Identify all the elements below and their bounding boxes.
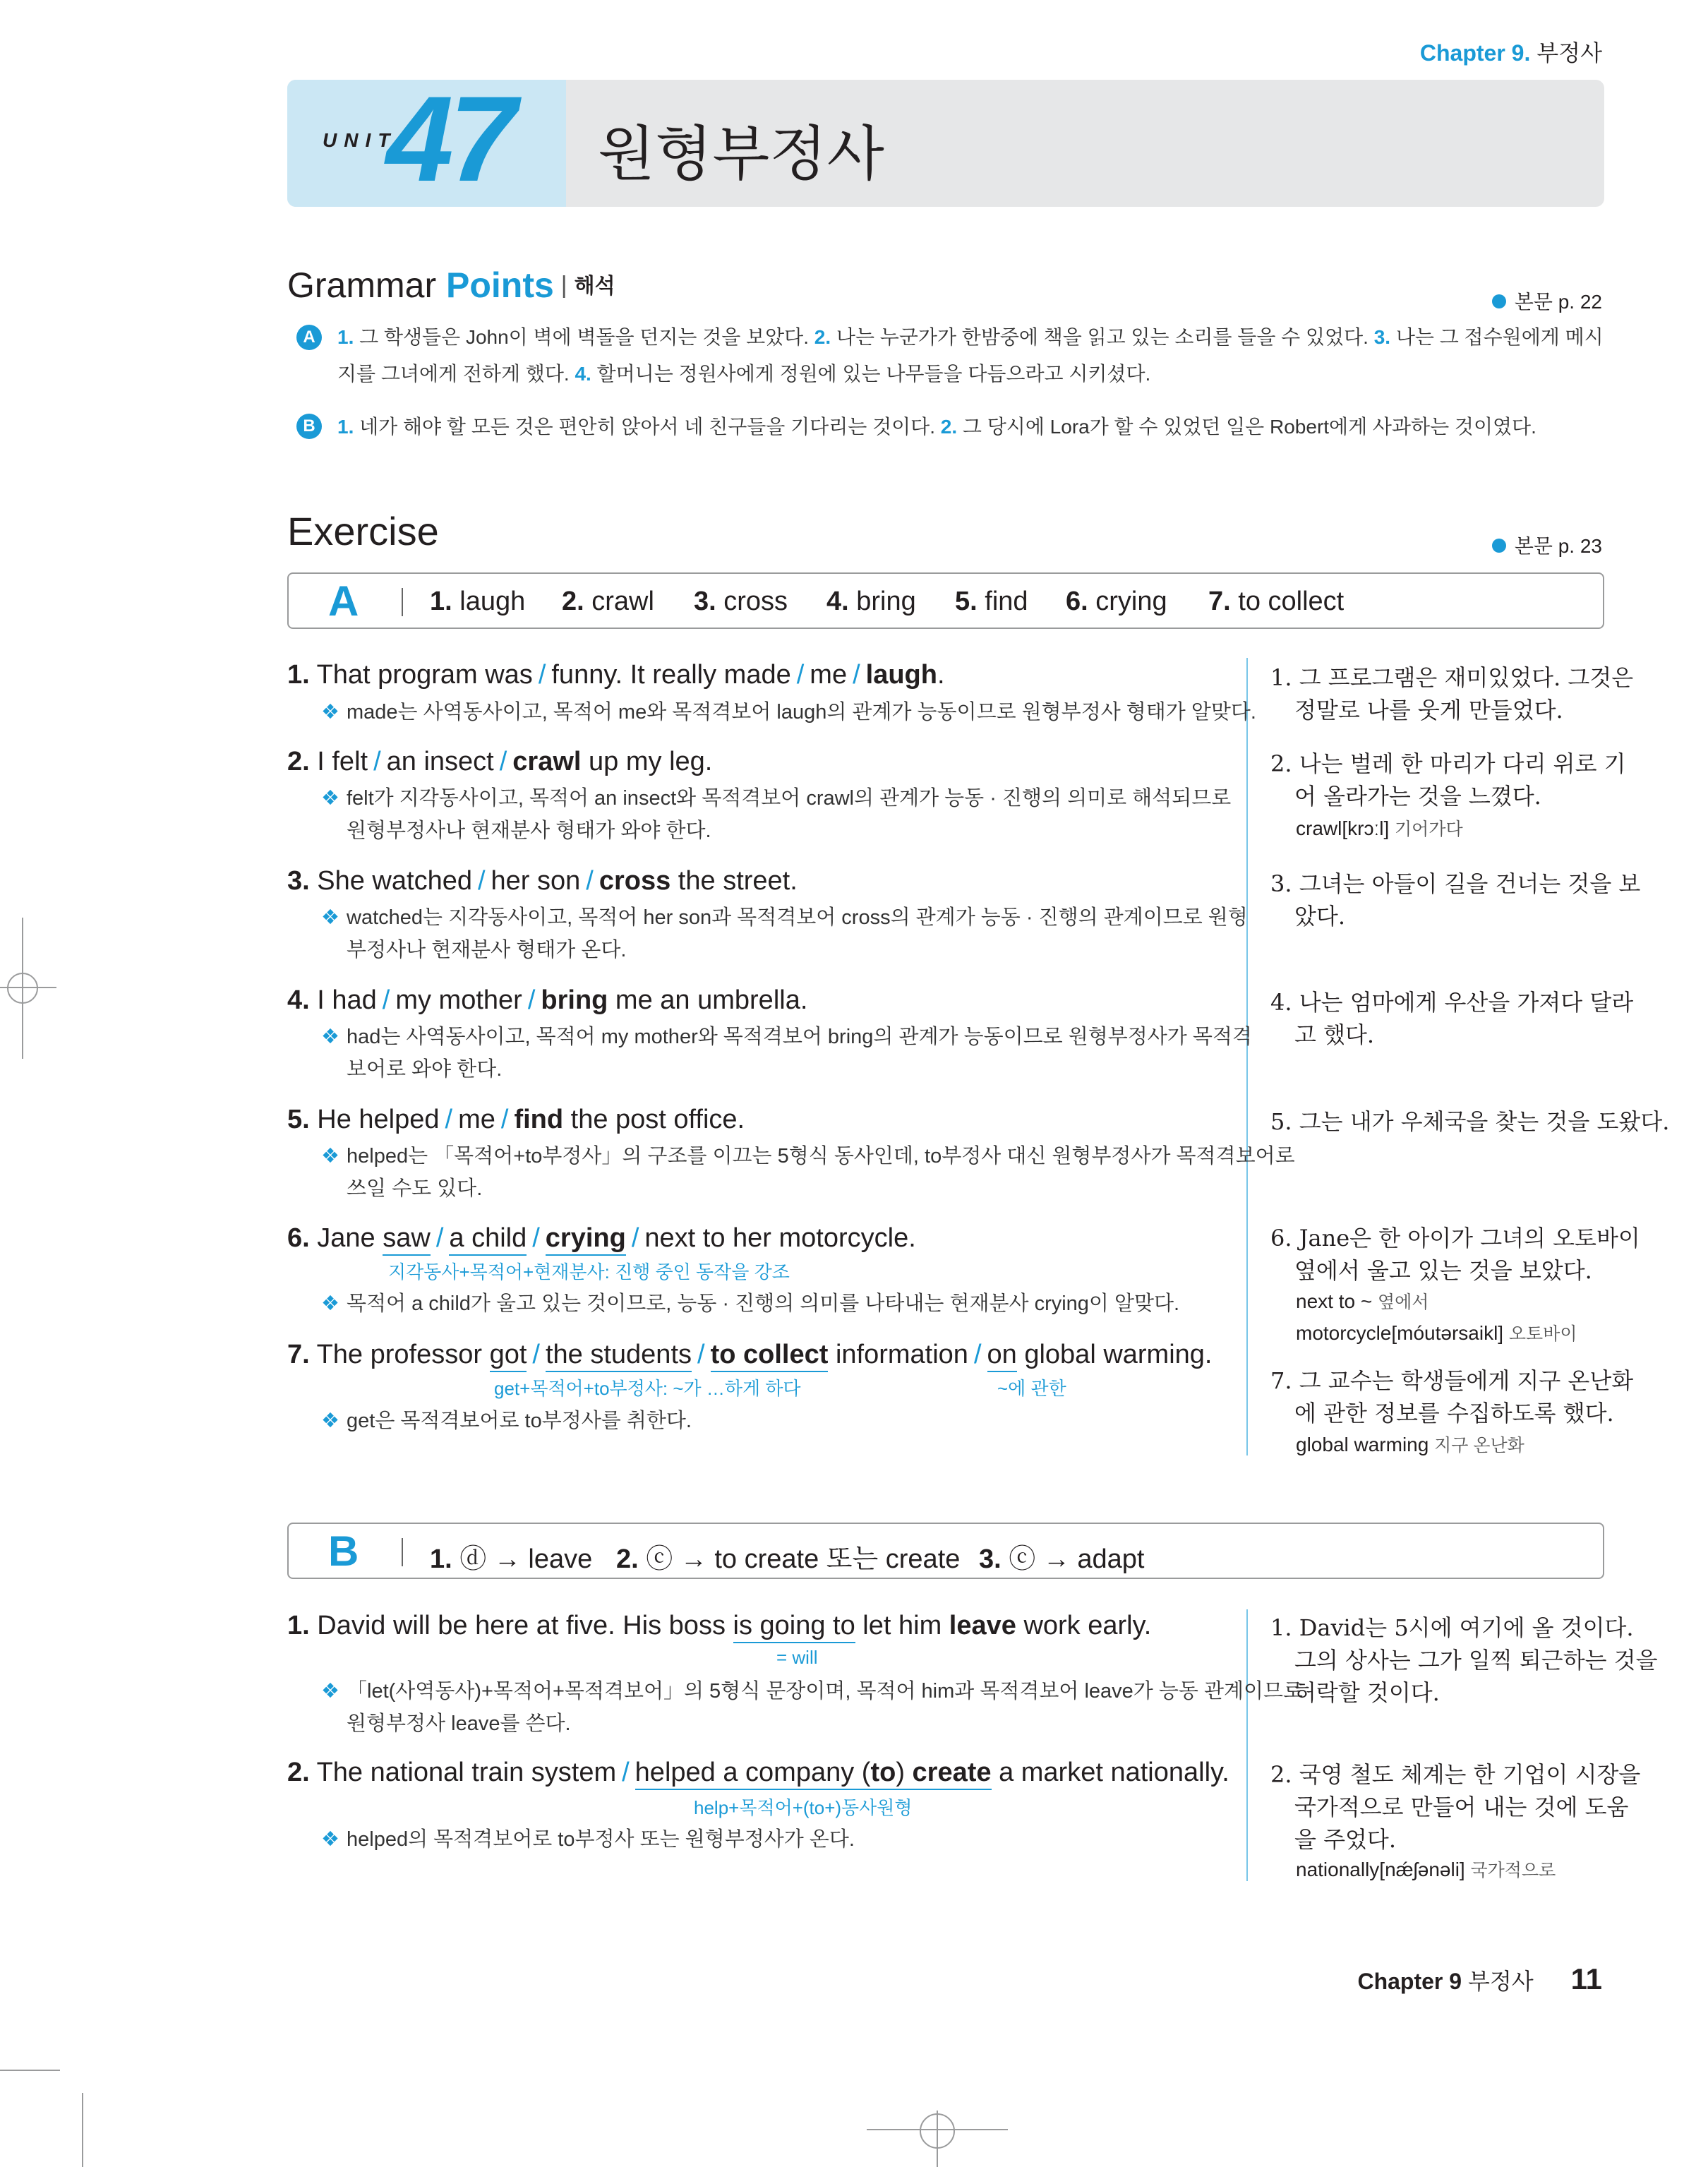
grammar-note-6: 지각동사+목적어+현재분사: 진행 중인 동작을 강조 bbox=[388, 1261, 790, 1283]
item-num: 2. bbox=[814, 326, 831, 348]
item-text: 지를 그녀에게 전하게 했다. bbox=[337, 363, 575, 385]
explanation-2: ❖ felt가 지각동사이고, 목적어 an insect와 목적격보어 crawl의 관계가 능동 · 진행의 의미로 해석되므로 원형부정사나 현재분사 형태가 와야 한다. bbox=[321, 787, 1232, 842]
unit-number: 47 bbox=[386, 80, 513, 207]
section-b-badge: B bbox=[296, 414, 322, 439]
diamond-icon: ❖ bbox=[321, 1680, 339, 1703]
grammar-page-ref bbox=[1492, 287, 1602, 315]
explanation-b2: ❖ helped의 목적격보어로 to부정사 또는 원형부정사가 온다. bbox=[321, 1828, 855, 1851]
question-4: 4. I had / my mother / bring me an umbrella. bbox=[287, 985, 808, 1015]
answer-box-letter: B bbox=[328, 1527, 359, 1575]
vocab-6: next to ~ 옆에서 motorcycle[móutərsaikl] 오토바이 bbox=[1296, 1290, 1577, 1344]
translation-b2: 2. 국영 철도 체계는 한 기업이 시장을 국가적으로 만들어 내는 것에 도움 을 주었다. bbox=[1270, 1761, 1641, 1853]
points-title: Points bbox=[446, 265, 554, 305]
answer-box-b bbox=[287, 1523, 1604, 1579]
crop-mark bbox=[0, 2070, 60, 2071]
question-b2: 2. The national train system / helped a company (to) create a market nationally. bbox=[287, 1758, 1229, 1788]
chapter-number: Chapter 9. bbox=[1419, 40, 1531, 66]
heading-separator: | bbox=[560, 272, 567, 299]
answer-box-divider bbox=[402, 588, 403, 616]
explanation-7: ❖ get은 목적격보어로 to부정사를 취한다. bbox=[321, 1410, 692, 1432]
question-3: 3. She watched / her son / cross the street. bbox=[287, 866, 798, 896]
diamond-icon: ❖ bbox=[321, 701, 339, 724]
answer-item: 1. laugh bbox=[430, 587, 526, 616]
item-num: 1. bbox=[337, 326, 354, 348]
grammar-note-7a: get+목적어+to부정사: ~가 …하게 하다 bbox=[494, 1378, 801, 1399]
page-number: 11 bbox=[1570, 1962, 1602, 1995]
grammar-a-line1 bbox=[337, 319, 1608, 356]
page-footer bbox=[1357, 1962, 1602, 1996]
item-num: 1. bbox=[337, 416, 354, 438]
grammar-b-text bbox=[337, 409, 1536, 445]
item-text: 그 학생들은 John이 벽에 벽돌을 던지는 것을 보았다. bbox=[354, 326, 814, 348]
translation-7: 7. 그 교수는 학생들에게 지구 온난화 에 관한 정보를 수집하도록 했다. bbox=[1270, 1367, 1634, 1427]
chapter-header bbox=[1420, 35, 1602, 68]
crop-mark bbox=[0, 987, 56, 988]
chapter-title: 부정사 bbox=[1536, 40, 1602, 66]
item-text: 나는 누군가가 한밤중에 책을 읽고 있는 소리를 들을 수 있었다. bbox=[831, 326, 1374, 348]
diamond-icon: ❖ bbox=[321, 906, 339, 929]
item-num: 4. bbox=[575, 363, 591, 385]
exercise-page-ref bbox=[1492, 531, 1602, 559]
explanation-3: ❖ watched는 지각동사이고, 목적어 her son과 목적격보어 cross의 관계가 능동 · 진행의 관계이므로 원형 부정사나 현재분사 형태가 온다. bbox=[321, 906, 1248, 961]
question-2: 2. I felt / an insect / crawl up my leg. bbox=[287, 747, 713, 776]
crop-mark-circle bbox=[920, 2113, 955, 2149]
grammar-note-7b: ~에 관한 bbox=[997, 1378, 1066, 1399]
crop-mark-circle bbox=[7, 973, 38, 1004]
question-7: 7. The professor got / the students / to collect information / on global warming. bbox=[287, 1340, 1212, 1370]
vocab-b2: nationally[nǽʃənəli] 국가적으로 bbox=[1296, 1859, 1556, 1880]
item-num: 3. bbox=[1373, 326, 1391, 348]
answer-item: 5. find bbox=[955, 587, 1028, 616]
page-ref-text: 본문 p. 23 bbox=[1514, 535, 1602, 557]
grammar-a-line2 bbox=[337, 356, 1608, 392]
diamond-icon: ❖ bbox=[321, 787, 339, 810]
item-text: 그 당시에 Lora가 할 수 있었던 일은 Robert에게 사과하는 것이였다. bbox=[957, 416, 1536, 438]
answer-item: 3. ⓒ → adapt bbox=[979, 1544, 1145, 1574]
footer-title: 부정사 bbox=[1467, 1969, 1534, 1994]
column-divider bbox=[1246, 1609, 1248, 1881]
explanation-4: ❖ had는 사역동사이고, 목적어 my mother와 목적격보어 bring의 관계가 능동이므로 원형부정사가 목적격 보어로 와야 한다. bbox=[321, 1026, 1252, 1081]
grammar-note-b1: = will bbox=[776, 1647, 818, 1668]
item-text: 나는 그 접수원에게 메시 bbox=[1390, 326, 1604, 348]
answer-item: 2. ⓒ → to create 또는 create bbox=[616, 1544, 961, 1574]
exercise-heading: Exercise bbox=[287, 509, 439, 553]
question-1: 1. That program was / funny. It really made / me / laugh. bbox=[287, 660, 945, 690]
vocab-2: crawl[krɔːl] 기어가다 bbox=[1296, 817, 1463, 839]
unit-number-panel bbox=[287, 80, 566, 207]
item-num: 2. bbox=[940, 416, 958, 438]
question-6: 6. Jane saw / a child / crying / next to her motorcycle. bbox=[287, 1223, 916, 1254]
answer-box-a bbox=[287, 572, 1604, 629]
explanation-1: ❖ made는 사역동사이고, 목적어 me와 목적격보어 laugh의 관계가 능동이므로 원형부정사 형태가 알맞다. bbox=[321, 701, 1256, 724]
translation-5: 5. 그는 내가 우체국을 찾는 것을 도왔다. bbox=[1270, 1108, 1670, 1135]
explanation-b1: ❖ 「let(사역동사)+목적어+목적격보어」의 5형식 문장이며, 목적어 him과 목적격보어 leave가 능동 관계이므로 원형부정사 leave를 쓴다. bbox=[321, 1680, 1304, 1735]
answer-item: 7. to collect bbox=[1208, 587, 1345, 616]
explanation-6: ❖ 목적어 a child가 울고 있는 것이므로, 능동 · 진행의 의미를 나타내는 현재분사 crying이 알맞다. bbox=[321, 1292, 1180, 1315]
unit-label: UNIT bbox=[323, 129, 397, 151]
answer-item: 1. ⓓ → leave bbox=[430, 1544, 593, 1574]
footer-chapter: Chapter 9 bbox=[1357, 1969, 1462, 1994]
bullet-icon bbox=[1492, 294, 1506, 308]
heading-subtitle: 해석 bbox=[574, 275, 615, 298]
answer-box-divider bbox=[402, 1538, 403, 1566]
answer-item: 6. crying bbox=[1066, 587, 1167, 616]
grammar-points-heading bbox=[287, 265, 615, 306]
translation-4: 4. 나는 엄마에게 우산을 가져다 달라 고 했다. bbox=[1270, 989, 1634, 1048]
vocab-7: global warming 지구 온난화 bbox=[1296, 1434, 1524, 1455]
unit-title: 원형부정사 bbox=[598, 119, 884, 188]
diamond-icon: ❖ bbox=[321, 1410, 339, 1432]
grammar-note-b2: help+목적어+(to+)동사원형 bbox=[694, 1797, 913, 1818]
diamond-icon: ❖ bbox=[321, 1292, 339, 1315]
answer-box-letter: A bbox=[328, 577, 359, 625]
question-b1: 1. David will be here at five. His boss is going to let him leave work early. bbox=[287, 1611, 1151, 1641]
section-a-badge: A bbox=[296, 325, 322, 350]
diamond-icon: ❖ bbox=[321, 1828, 339, 1851]
explanation-5: ❖ helped는 「목적어+to부정사」의 구조를 이끄는 5형식 동사인데, to부정사 대신 원형부정사가 목적격보어로 쓰일 수도 있다. bbox=[321, 1145, 1295, 1200]
translation-3: 3. 그녀는 아들이 길을 건너는 것을 보 았다. bbox=[1270, 870, 1641, 930]
translation-6: 6. Jane은 한 아이가 그녀의 오토바이 옆에서 울고 있는 것을 보았다. bbox=[1270, 1225, 1640, 1284]
answer-item: 3. cross bbox=[694, 587, 788, 616]
unit-banner bbox=[287, 80, 1604, 207]
item-text: 할머니는 정원사에게 정원에 있는 나무들을 다듬으라고 시키셨다. bbox=[591, 363, 1151, 385]
answer-item: 2. crawl bbox=[562, 587, 654, 616]
translation-b1: 1. David는 5시에 여기에 올 것이다. 그의 상사는 그가 일찍 퇴근하는 것을 허락할 것이다. bbox=[1270, 1614, 1658, 1706]
grammar-title: Grammar bbox=[287, 265, 446, 305]
answer-item: 4. bring bbox=[826, 587, 916, 616]
translation-1: 1. 그 프로그램은 재미있었다. 그것은 정말로 나를 웃게 만들었다. bbox=[1270, 664, 1634, 724]
grammar-a-text bbox=[337, 319, 1608, 392]
diamond-icon: ❖ bbox=[321, 1145, 339, 1167]
item-text: 네가 해야 할 모든 것은 편안히 앉아서 네 친구들을 기다리는 것이다. bbox=[354, 416, 941, 438]
page-ref-text: 본문 p. 22 bbox=[1514, 291, 1602, 313]
bullet-icon bbox=[1492, 539, 1506, 553]
question-5: 5. He helped / me / find the post office. bbox=[287, 1105, 745, 1134]
translation-2: 2. 나는 벌레 한 마리가 다리 위로 기 어 올라가는 것을 느꼈다. bbox=[1270, 750, 1626, 810]
crop-mark bbox=[82, 2093, 83, 2167]
diamond-icon: ❖ bbox=[321, 1026, 339, 1048]
